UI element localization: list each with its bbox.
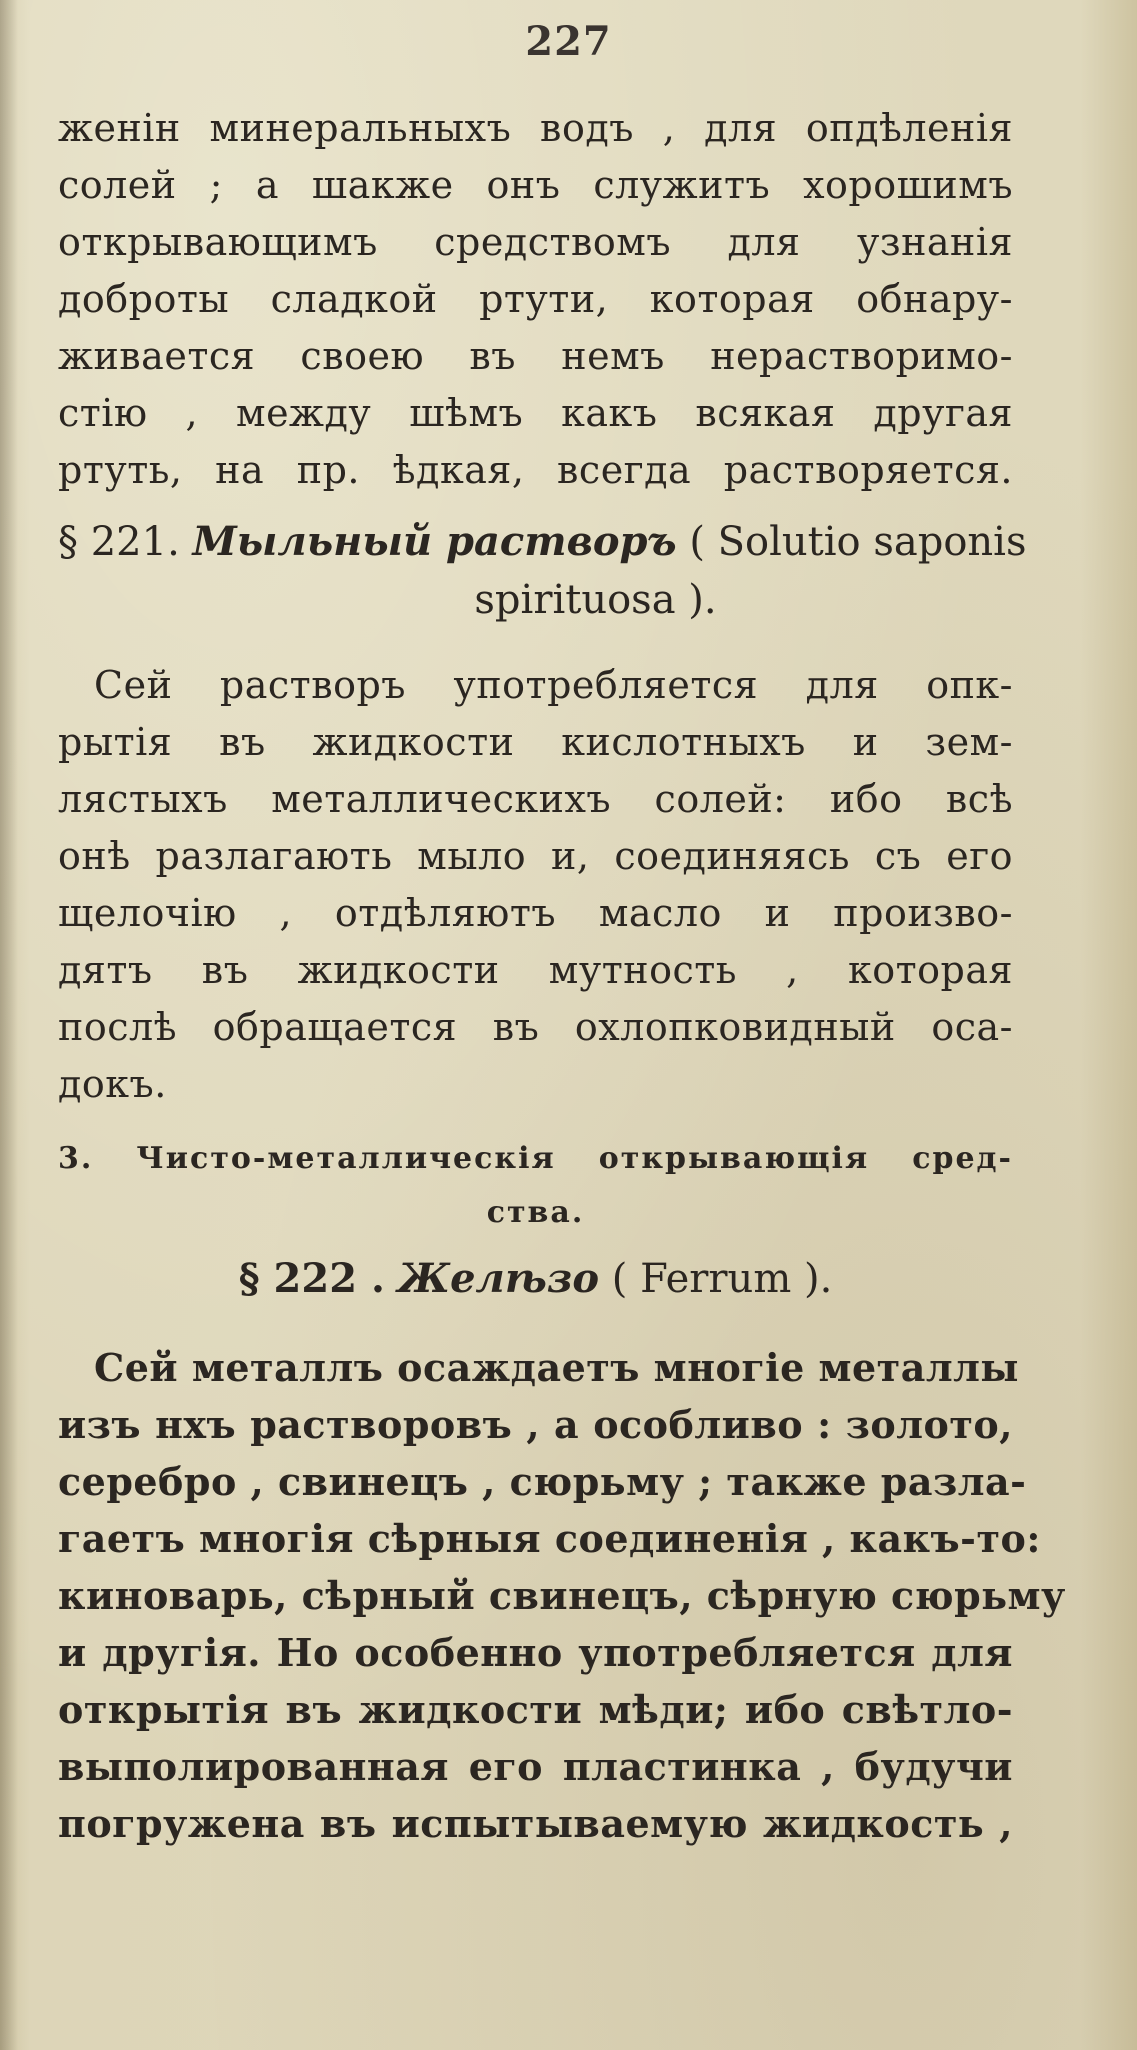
text-line: открывающимъ средствомъ для узнанія [58, 220, 1013, 264]
text-line: рытія въ жидкости кислотныхъ и зем- [58, 720, 1013, 764]
text-line: лястыхъ металлическихъ солей: ибо всѣ [58, 777, 1013, 821]
text-line: погружена въ испытываемую жидкость , [58, 1801, 1013, 1846]
text-line: щелочію , отдѣляютъ масло и произво- [58, 891, 1013, 935]
subsection-heading-continued: ства. [486, 1195, 585, 1230]
text-line: живается своею въ немъ нерастворимо- [58, 334, 1013, 378]
text-line: женін минеральныхъ водъ , для опдѣленія [58, 106, 1013, 150]
text-line: выполированная его пластинка , будучи [58, 1744, 1013, 1789]
section-title: Желѣзо [397, 1255, 600, 1302]
text-line: серебро , свинецъ , сюрьму ; также разла- [58, 1459, 1027, 1504]
text-line: изъ нхъ растворовъ , а особливо : золото, [58, 1402, 1013, 1447]
paragraph-1 [58, 100, 1013, 499]
page-number: 227 [525, 18, 612, 65]
text-line: Сей растворъ употребляется для опк- [94, 663, 1013, 707]
section-heading-221 [58, 513, 1027, 571]
text-line: открытія въ жидкости мѣди; ибо свѣтло- [58, 1687, 1013, 1732]
text-line: Сей металлъ осаждаетъ многіе металлы [94, 1345, 1020, 1390]
text-line: доброты сладкой ртути, которая обнару- [58, 277, 1013, 321]
text-line: стію , между шѣмъ какъ всякая другая [58, 391, 1013, 435]
subsection-heading: 3. Чисто-металлическія открывающія сред- [58, 1141, 1013, 1176]
section-number: § 221. [58, 519, 180, 565]
text-line: дятъ въ жидкости мутность , которая [58, 948, 1013, 992]
text-line: киноварь, сѣрный свинецъ, сѣрную сюрьму [58, 1573, 1066, 1618]
text-line: онѣ разлагають мыло и, соединяясь съ его [58, 834, 1013, 878]
section-latin-title: ( Ferrum ). [611, 1256, 833, 1302]
text-line: докъ. [58, 1062, 167, 1106]
section-title: Мыльный растворъ [192, 518, 677, 565]
section-heading-222 [58, 1247, 1013, 1311]
binding-shadow [0, 0, 18, 2050]
text-line: послѣ обращается въ охлопковидный оса- [58, 1005, 1013, 1049]
paragraph-3 [58, 1339, 1066, 1852]
section-latin-title: ( Solutio saponis [689, 519, 1027, 565]
text-line: солей ; а шакже онъ служитъ хорошимъ [58, 163, 1013, 207]
section-heading-221-continued: spirituosa ). [474, 577, 717, 623]
page-content [58, 100, 1066, 1852]
text-line: ртуть, на пр. ѣдкая, всегда растворяется. [58, 448, 1013, 492]
text-line: и другія. Но особенно употребляется для [58, 1630, 1013, 1675]
text-line: гаетъ многія сѣрныя соединенія , какъ-то: [58, 1516, 1041, 1561]
section-number: § 222 . [238, 1255, 385, 1302]
paragraph-2 [58, 657, 1013, 1113]
